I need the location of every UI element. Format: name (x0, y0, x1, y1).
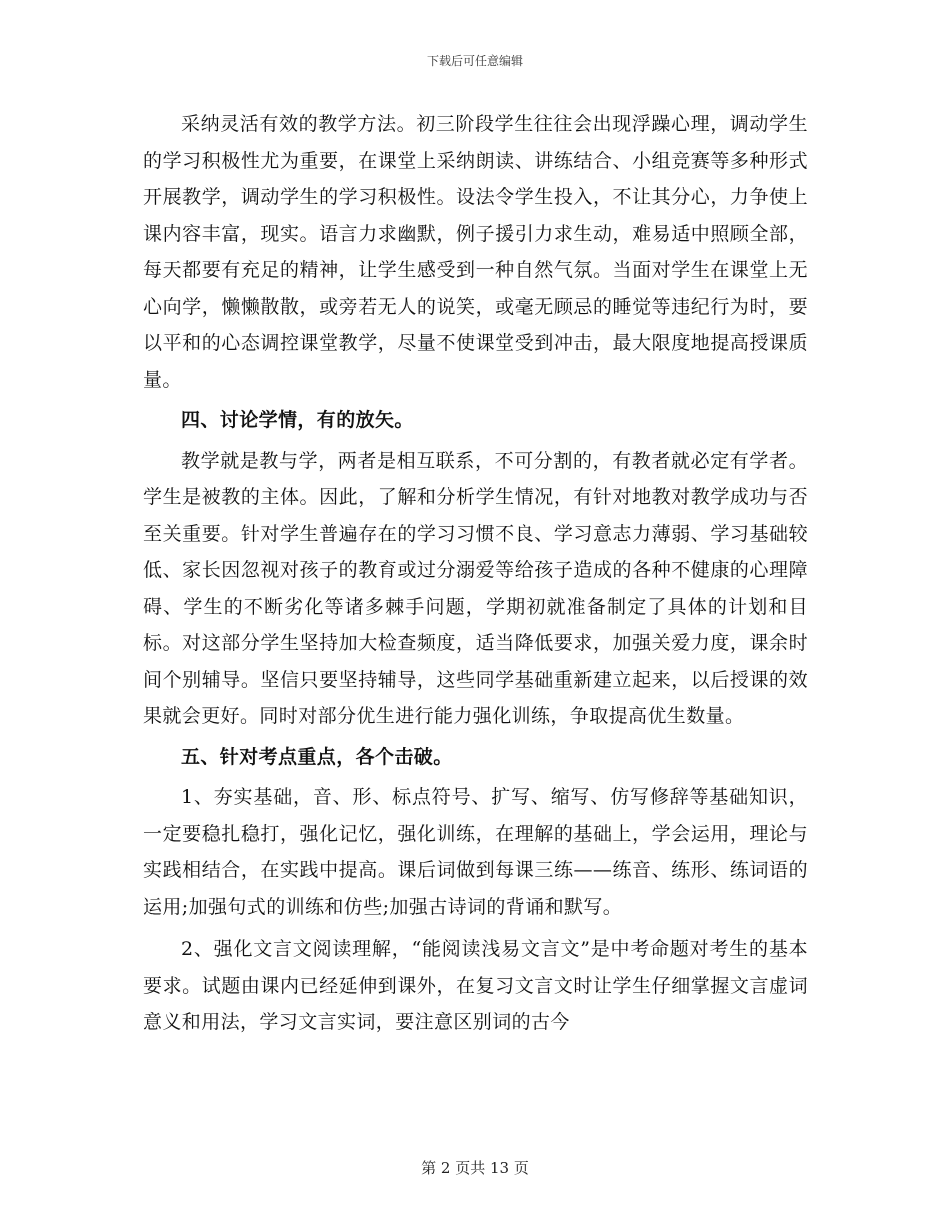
paragraph-basics: 1、夯实基础，音、形、标点符号、扩写、缩写、仿写修辞等基础知识，一定要稳扎稳打，强化记忆，强化训练，在理解的基础上，学会运用，理论与实践相结合，在实践中提高。课后词做到每课三练——练音、练形、练词语的运用;加强句式的训练和仿些;加强古诗词的背诵和默写。 (143, 786, 808, 918)
page-footer: 第 2 页共 13 页 (421, 1159, 529, 1177)
page-header: 下载后可任意编辑 (426, 54, 523, 68)
section-heading-5: 五、针对考点重点，各个击破。 (181, 745, 453, 768)
document-body (143, 106, 808, 1041)
paragraph-teaching-methods: 采纳灵活有效的教学方法。初三阶段学生往往会出现浮躁心理，调动学生的学习积极性尤为重要，在课堂上采纳朗读、讲练结合、小组竞赛等多种形式开展教学，调动学生的学习积极性。设法令学生投入，不让其分心，力争使上课内容丰富，现实。语言力求幽默，例子援引力求生动，难易适中照顾全部，每天都要有充足的精神，让学生感受到一种自然气氛。当面对学生在课堂上无心向学，懒懒散散，或旁若无人的说笑，或毫无顾忌的睡觉等违纪行为时，要以平和的心态调控课堂教学，尽量不使课堂受到冲击，最大限度地提高授课质量。 (143, 113, 808, 391)
section-heading-4: 四、讨论学情，有的放矢。 (181, 409, 414, 431)
paragraph-classical-chinese: 2、强化文言文阅读理解，“能阅读浅易文言文”是中考命题对考生的基本要求。试题由课内已经延伸到课外，在复习文言文时让学生仔细掌握文言虚词意义和用法，学习文言实词，要注意区别词的古今 (143, 938, 808, 1033)
paragraph-student-analysis: 教学就是教与学，两者是相互联系，不可分割的，有教者就必定有学者。学生是被教的主体。因此，了解和分析学生情况，有针对地教对教学成功与否至关重要。针对学生普遍存在的学习习惯不良、学习意志力薄弱、学习基础较低、家长因忽视对孩子的教育或过分溺爱等给孩子造成的各种不健康的心理障碍、学生的不断劣化等诸多棘手问题，学期初就准备制定了具体的计划和目标。对这部分学生坚持加大检查频度，适当降低要求，加强关爱力度，课余时间个别辅导。坚信只要坚持辅导，这些同学基础重新建立起来，以后授课的效果就会更好。同时对部分优生进行能力强化训练，争取提高优生数量。 (143, 449, 808, 727)
